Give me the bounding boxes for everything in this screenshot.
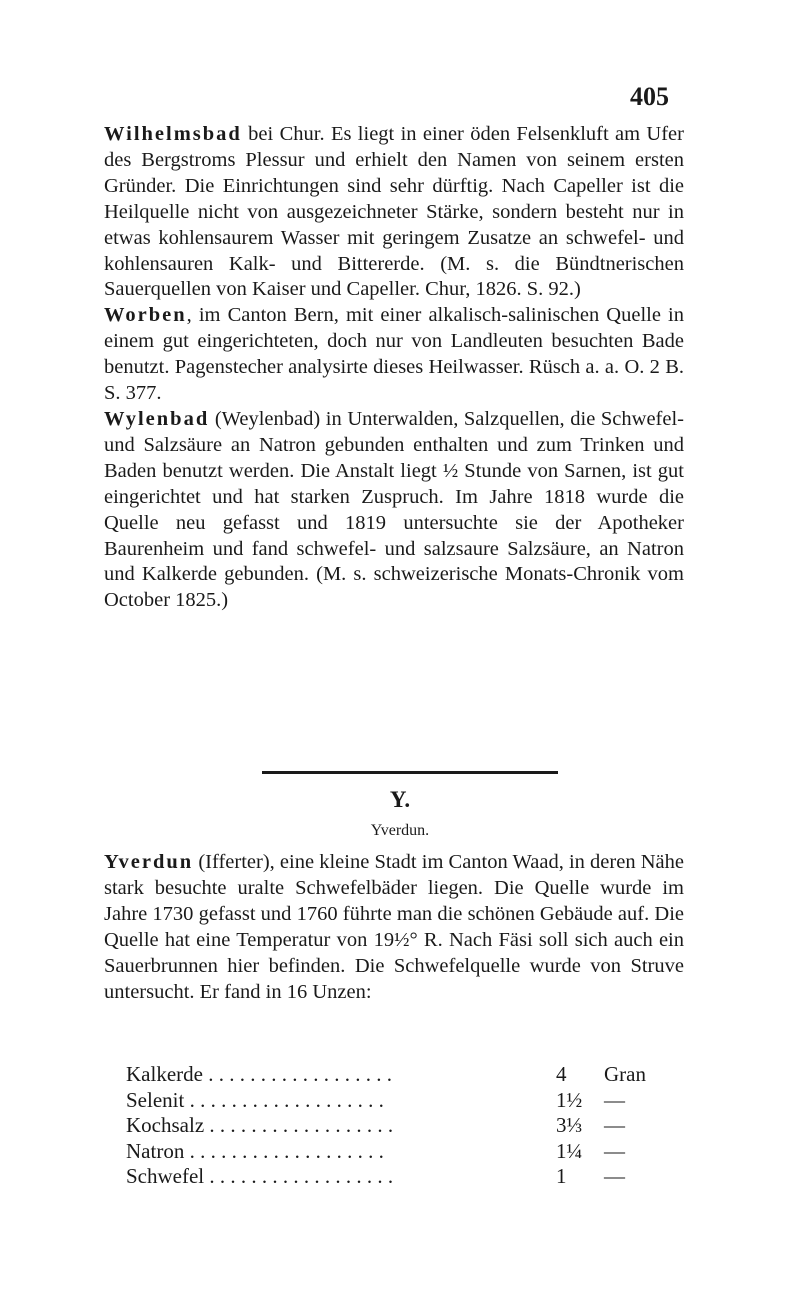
substance-quantity: 3⅓ — [556, 1113, 583, 1137]
analysis-table — [126, 1062, 664, 1190]
substance-unit: — — [604, 1138, 625, 1163]
entry-heading: Wilhelmsbad — [104, 123, 242, 145]
analysis-row — [126, 1088, 664, 1114]
substance-unit: — — [604, 1087, 625, 1112]
entry-text: , im Canton Bern, mit einer alkalisch-salinischen Quelle in einem gut eingerichteten, doch nur von Landleuten besuchten Bade benutzt. Pagenstecher analysirte dieses Heilwasser. Rüsch a. a. O. 2 B. S. 377. — [104, 304, 684, 405]
entry-wilhelmsbad — [104, 122, 684, 303]
substance-unit: — — [604, 1164, 625, 1188]
entry-heading: Wylenbad — [104, 407, 210, 430]
substance-unit: Gran — [604, 1062, 646, 1086]
substance-quantity: 1½ — [556, 1087, 583, 1112]
substance-quantity: 1¼ — [556, 1138, 583, 1163]
entry-text: (Ifferter), eine kleine Stadt im Canton Waad, in deren Nähe stark besuchte uralte Schwefelbäder liegen. Die Quelle wurde im Jahre 1730 gefasst und 1760 führte man die schönen Gebäude auf. Die Quelle hat eine Temperatur von 19½° R. Nach Fäsi soll sich auch ein Sauerbrunnen hier befinden. Die Schwefelquelle wurde von Struve untersucht. Er fand in 16 Unzen: — [104, 851, 684, 1003]
analysis-row — [126, 1062, 664, 1088]
entry-heading: Yverdun — [104, 851, 194, 873]
entries-block — [104, 122, 684, 614]
substance-name: Selenit . . . . . . . . . . . . . . . . . . . — [126, 1087, 384, 1112]
substance-quantity: 1 — [556, 1164, 567, 1188]
entry-text: bei Chur. Es liegt in einer öden Felsenkluft am Ufer des Bergstroms Plessur und erhielt den Namen von seinem ersten Gründer. Die Einrichtungen sind sehr dürftig. Nach Capeller ist die Heilquelle nicht von ausgezeichneter Stärke, sondern besteht nur in etwas kohlensaurem Wasser mit geringem Zusatze an schwefel- und kohlensauren Kalk- und Bittererde. (M. s. die Bündtnerischen Sauerquellen von Kaiser und Capeller. Chur, 1826. S. 92.) — [104, 123, 684, 301]
section-letter: Y. — [389, 787, 411, 812]
analysis-row — [126, 1139, 664, 1165]
analysis-row — [126, 1164, 664, 1190]
analysis-row — [126, 1113, 664, 1139]
section-divider — [262, 771, 558, 774]
substance-quantity: 4 — [556, 1062, 567, 1086]
page-number: 405 — [630, 82, 669, 111]
entry-yverdun-paragraph — [104, 849, 684, 1005]
entry-heading: Worben — [104, 304, 187, 327]
entry-yverdun — [104, 849, 684, 1005]
entry-text: (Weylenbad) in Unterwalden, Salzquellen, die Schwefel- und Salzsäure an Natron gebunden enthalten und zum Trinken und Baden benutzt werden. Die Anstalt liegt ½ Stunde von Sarnen, ist gut eingerichtet und hat starken Zuspruch. Im Jahre 1818 wurde die Quelle neu gefasst und 1819 untersuchte sie der Apotheker Baurenheim und fand schwefel- und salzsaure Salzsäure, an Natron und Kalkerde gebunden. (M. s. schweizerische Monats-Chronik vom October 1825.) — [104, 407, 684, 612]
substance-name: Schwefel . . . . . . . . . . . . . . . . . . — [126, 1164, 394, 1188]
entry-wylenbad — [104, 407, 684, 614]
substance-unit: — — [604, 1113, 625, 1137]
substance-name: Kalkerde . . . . . . . . . . . . . . . . . . — [126, 1062, 392, 1086]
substance-name: Kochsalz . . . . . . . . . . . . . . . . . . — [126, 1113, 394, 1137]
entry-worben — [104, 303, 684, 407]
substance-name: Natron . . . . . . . . . . . . . . . . . . . — [126, 1138, 384, 1163]
section-subtitle: Yverdun. — [370, 822, 430, 839]
